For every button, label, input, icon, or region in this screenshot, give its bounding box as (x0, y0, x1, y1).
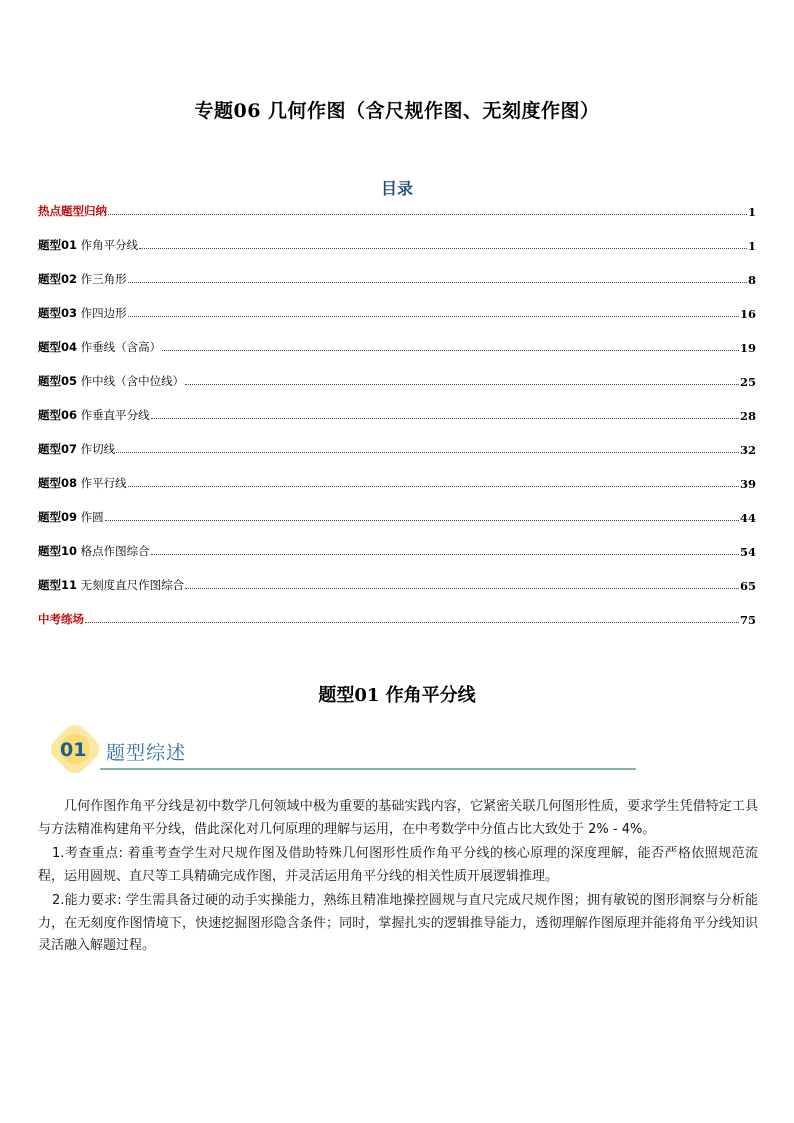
toc-item[interactable] (38, 371, 756, 389)
toc-leader-dots (105, 520, 739, 521)
toc-leader-dots (162, 350, 739, 351)
overview-text (38, 796, 758, 960)
toc-item[interactable] (38, 575, 756, 593)
toc-item-label: 题型11 无刻度直尺作图综合 (38, 578, 185, 592)
toc-leader-dots (185, 384, 739, 385)
toc-leader-dots (151, 418, 739, 419)
toc-item[interactable] (38, 201, 756, 219)
toc-item-label: 中考练场 (38, 612, 84, 626)
toc-leader-dots (128, 486, 739, 487)
toc-leader-dots (185, 588, 739, 589)
toc-item[interactable] (38, 405, 756, 423)
toc-item-page: 16 (739, 307, 756, 321)
paragraph: 几何作图作角平分线是初中数学几何领域中极为重要的基础实践内容，它紧密关联几何图形性质，要求学生凭借特定工具与方法精准构建角平分线，借此深化对几何原理的理解与运用，在中考数学中分值占比大致处于 2% - 4%。 (38, 799, 758, 837)
toc-item[interactable] (38, 269, 756, 287)
toc-item-label: 热点题型归纳 (38, 204, 107, 218)
toc-item[interactable] (38, 235, 756, 253)
toc-item-page: 1 (747, 205, 756, 219)
toc-item-label: 题型07 作切线 (38, 442, 116, 456)
toc-item[interactable] (38, 507, 756, 525)
banner-number: 01 (60, 739, 87, 761)
toc-heading: 目录 (380, 179, 413, 198)
toc-item-label: 题型08 作平行线 (38, 476, 127, 490)
section-banner (44, 722, 636, 776)
toc-item-label: 题型02 作三角形 (38, 272, 127, 286)
toc-item-label: 题型01 作角平分线 (38, 238, 139, 252)
toc-item-page: 25 (739, 375, 756, 389)
toc-item-label: 题型06 作垂直平分线 (38, 408, 150, 422)
banner-underline (100, 768, 636, 770)
toc-item-page: 65 (739, 579, 756, 593)
toc-item[interactable] (38, 473, 756, 491)
banner-label: 题型综述 (106, 742, 187, 764)
toc-leader-dots (108, 214, 747, 215)
toc-item-page: 1 (747, 239, 756, 253)
toc-leader-dots (151, 554, 739, 555)
toc-item-page: 19 (739, 341, 756, 355)
toc-item-page: 75 (739, 613, 756, 627)
toc-item[interactable] (38, 439, 756, 457)
toc-item-page: 32 (739, 443, 756, 457)
paragraph: 1.考查重点: 着重考查学生对尺规作图及借助特殊几何图形性质作角平分线的核心原理的深度理解，能否严格依照规范流程，运用圆规、直尺等工具精确完成作图，并灵活运用角平分线的相关性质开展逻辑推理。 (38, 846, 758, 884)
toc-item[interactable] (38, 337, 756, 355)
toc-item-label: 题型05 作中线（含中位线） (38, 374, 185, 388)
section-title: 题型01 作角平分线 (318, 685, 476, 706)
page-title: 专题06 几何作图（含尺规作图、无刻度作图） (194, 100, 600, 122)
toc-item-label: 题型03 作四边形 (38, 306, 127, 320)
toc-leader-dots (128, 316, 739, 317)
toc-item-label: 题型04 作垂线（含高） (38, 340, 162, 354)
toc-item-page: 44 (739, 511, 756, 525)
toc-item-label: 题型10 格点作图综合 (38, 544, 150, 558)
toc-item-page: 28 (739, 409, 756, 423)
toc-item-page: 54 (739, 545, 756, 559)
toc-item[interactable] (38, 303, 756, 321)
toc-item[interactable] (38, 609, 756, 627)
toc-leader-dots (128, 282, 747, 283)
toc-leader-dots (139, 248, 747, 249)
toc-item-page: 39 (739, 477, 756, 491)
toc-item-page: 8 (747, 273, 756, 287)
toc-item-label: 题型09 作圆 (38, 510, 104, 524)
toc-item[interactable] (38, 541, 756, 559)
toc-leader-dots (116, 452, 739, 453)
toc-leader-dots (85, 622, 739, 623)
paragraph: 2.能力要求: 学生需具备过硬的动手实操能力，熟练且精准地操控圆规与直尺完成尺规作图；拥有敏锐的图形洞察与分析能力，在无刻度作图情境下，快速挖掘图形隐含条件；同时，掌握扎实的逻辑推导能力，透彻理解作图原理并能将角平分线知识灵活融入解题过程。 (38, 893, 758, 953)
